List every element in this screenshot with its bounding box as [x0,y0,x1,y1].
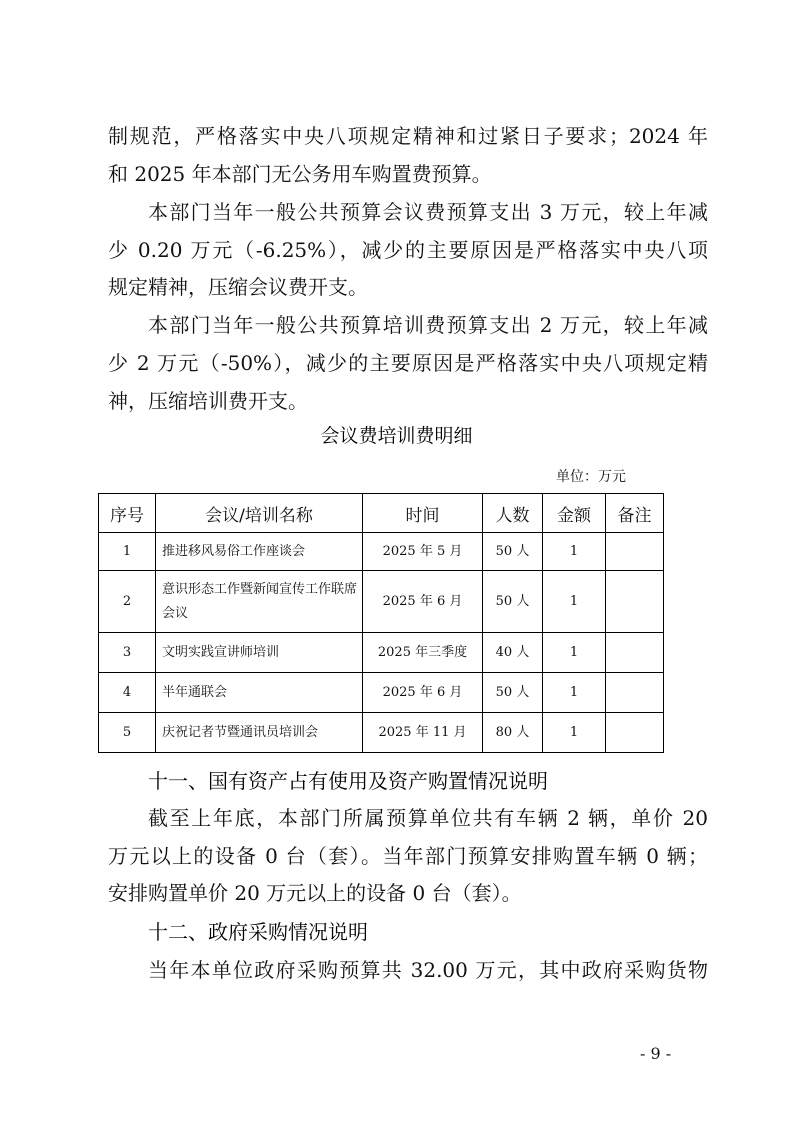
cell-note [606,673,664,713]
cell-amount: 1 [543,571,606,633]
header-no: 序号 [99,494,156,533]
cell-time: 2025 年 6 月 [363,571,483,633]
table-row [99,713,664,753]
cell-name: 庆祝记者节暨通讯员培训会 [156,713,363,753]
body-text-line: 制规范，严格落实中央八项规定精神和过紧日子要求；2024 年 [108,124,708,148]
cell-amount: 1 [543,533,606,571]
cell-people: 50 人 [483,673,543,713]
cell-no: 4 [99,673,156,713]
table-row [99,571,664,633]
cell-note [606,533,664,571]
body-text-line: 安排购置单价 20 万元以上的设备 0 台（套）。 [108,881,522,905]
table-row [99,633,664,673]
cell-people: 80 人 [483,713,543,753]
page-number: - 9 - [640,1044,672,1063]
cell-no: 1 [99,533,156,571]
header-people: 人数 [483,494,543,533]
cell-name: 推进移风易俗工作座谈会 [156,533,363,571]
cell-time: 2025 年三季度 [363,633,483,673]
cell-people: 50 人 [483,571,543,633]
header-amount: 金额 [543,494,606,533]
body-text-line: 本部门当年一般公共预算会议费预算支出 3 万元，较上年减 [148,200,708,224]
body-text-line: 少 0.20 万元（-6.25%），减少的主要原因是严格落实中央八项 [108,238,708,262]
meeting-training-table [98,493,664,753]
cell-name: 半年通联会 [156,673,363,713]
header-name: 会议/培训名称 [156,494,363,533]
cell-no: 3 [99,633,156,673]
cell-note [606,713,664,753]
table-row [99,673,664,713]
cell-no: 5 [99,713,156,753]
body-text-line: 本部门当年一般公共预算培训费预算支出 2 万元，较上年减 [148,313,708,337]
cell-name: 文明实践宣讲师培训 [156,633,363,673]
body-text-line: 和 2025 年本部门无公务用车购置费预算。 [108,162,492,186]
table-row [99,533,664,571]
cell-time: 2025 年 11 月 [363,713,483,753]
cell-note [606,633,664,673]
body-text-line: 规定精神，压缩会议费开支。 [108,275,368,299]
cell-no: 2 [99,571,156,633]
cell-name: 意识形态工作暨新闻宣传工作联席会议 [156,571,363,633]
body-text-line: 神，压缩培训费开支。 [108,389,308,413]
header-time: 时间 [363,494,483,533]
body-text-line: 截至上年底，本部门所属预算单位共有车辆 2 辆，单价 20 [148,806,708,830]
cell-people: 50 人 [483,533,543,571]
table-unit: 单位：万元 [556,469,626,485]
body-text-line: 当年本单位政府采购预算共 32.00 万元，其中政府采购货物 [148,958,708,982]
section-heading-11: 十一、国有资产占有使用及资产购置情况说明 [148,769,548,793]
cell-time: 2025 年 5 月 [363,533,483,571]
cell-amount: 1 [543,673,606,713]
cell-people: 40 人 [483,633,543,673]
cell-note [606,571,664,633]
body-text-line: 万元以上的设备 0 台（套）。当年部门预算安排购置车辆 0 辆； [108,844,708,868]
cell-amount: 1 [543,633,606,673]
table-title: 会议费培训费明细 [320,425,473,447]
header-note: 备注 [606,494,664,533]
section-heading-12: 十二、政府采购情况说明 [148,920,368,944]
cell-time: 2025 年 6 月 [363,673,483,713]
table-header-row [99,494,664,533]
body-text-line: 少 2 万元（-50%），减少的主要原因是严格落实中央八项规定精 [108,351,708,375]
cell-amount: 1 [543,713,606,753]
